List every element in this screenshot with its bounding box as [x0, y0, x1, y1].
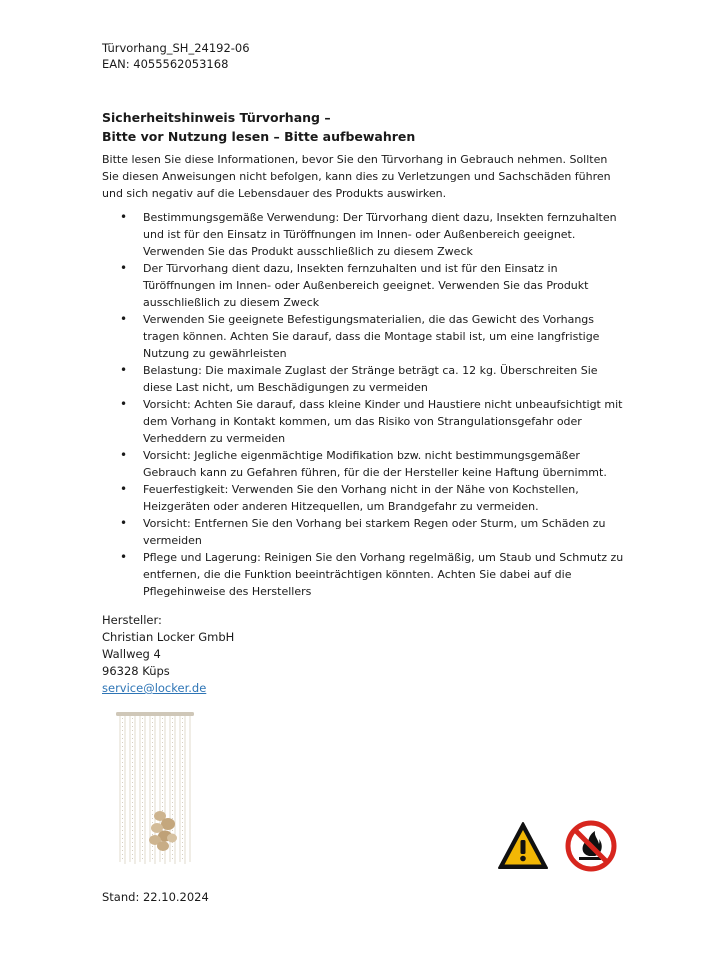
manufacturer-block: [102, 612, 234, 697]
list-item: [102, 396, 627, 447]
safety-bullet-list: [102, 209, 627, 600]
document-id: Türvorhang_SH_24192-06: [102, 41, 250, 55]
no-open-flame-icon: [565, 820, 617, 872]
manufacturer-company: Christian Locker GmbH: [102, 630, 235, 644]
general-warning-icon: [497, 820, 549, 872]
bullet-glyph: •: [120, 210, 128, 224]
manufacturer-city: 96328 Küps: [102, 664, 170, 678]
list-item: [102, 481, 627, 515]
document-title: [102, 108, 415, 146]
title-line-2: Bitte vor Nutzung lesen – Bitte aufbewahren: [102, 129, 416, 144]
list-item: [102, 209, 627, 260]
bullet-text: Vorsicht: Jegliche eigenmächtige Modifikation bzw. nicht bestimmungsgemäßer Gebrauch kann zu Gefahren führen, für die der Hersteller keine Haftung übernimmt.: [143, 449, 607, 479]
intro-paragraph: Bitte lesen Sie diese Informationen, bevor Sie den Türvorhang in Gebrauch nehmen. Sollten Sie diesen Anweisungen nicht befolgen, kann dies zu Verletzungen und Sachschäden führen und sich negativ auf die Lebensdauer des Produkts auswirken.: [102, 153, 611, 200]
title-line-1: Sicherheitshinweis Türvorhang –: [102, 110, 331, 125]
list-item: [102, 549, 627, 600]
list-item: [102, 311, 627, 362]
manufacturer-street: Wallweg 4: [102, 647, 161, 661]
bullet-glyph: •: [120, 516, 128, 530]
bullet-text: Pflege und Lagerung: Reinigen Sie den Vorhang regelmäßig, um Staub und Schmutz zu entfernen, die die Funktion beeinträchtigen könnten. Achten Sie dabei auf die Pflegehinweise des Herstellers: [143, 551, 624, 598]
bullet-glyph: •: [120, 448, 128, 462]
list-item: [102, 515, 627, 549]
bullet-glyph: •: [120, 550, 128, 564]
bullet-text: Verwenden Sie geeignete Befestigungsmaterialien, die das Gewicht des Vorhangs tragen können. Achten Sie darauf, dass die Montage stabil ist, um eine langfristige Nutzung zu gewährleisten: [143, 313, 600, 360]
bullet-text: Feuerfestigkeit: Verwenden Sie den Vorhang nicht in der Nähe von Kochstellen, Heizgeräten oder anderen Hitzequellen, um Brandgefahr zu vermeiden.: [143, 483, 579, 513]
bullet-text: Der Türvorhang dient dazu, Insekten fernzuhalten und ist für den Einsatz in Türöffnungen im Innen- oder Außenbereich geeignet. Verwenden Sie das Produkt ausschließlich zu diesem Zweck: [143, 262, 589, 309]
document-meta: [102, 40, 250, 72]
list-item: [102, 362, 627, 396]
bullet-glyph: •: [120, 397, 128, 411]
product-image: [116, 712, 194, 870]
bullet-glyph: •: [120, 363, 128, 377]
list-item: [102, 447, 627, 481]
bullet-text: Belastung: Die maximale Zuglast der Stränge beträgt ca. 12 kg. Überschreiten Sie diese Last nicht, um Beschädigungen zu vermeiden: [143, 364, 598, 394]
manufacturer-email-link[interactable]: service@locker.de: [102, 681, 207, 695]
manufacturer-label: Hersteller:: [102, 613, 162, 627]
bullet-text: Vorsicht: Entfernen Sie den Vorhang bei starkem Regen oder Sturm, um Schäden zu vermeiden: [143, 517, 606, 547]
bullet-text: Vorsicht: Achten Sie darauf, dass kleine Kinder und Haustiere nicht unbeaufsichtigt mit dem Vorhang in Kontakt kommen, um das Risiko von Strangulationsgefahr oder Verheddern zu vermeiden: [143, 398, 623, 445]
bullet-glyph: •: [120, 312, 128, 326]
curtain-rod: [116, 712, 194, 716]
bullet-text: Bestimmungsgemäße Verwendung: Der Türvorhang dient dazu, Insekten fernzuhalten und ist für den Einsatz in Türöffnungen im Innen- oder Außenbereich geeignet. Verwenden Sie das Produkt ausschließlich zu diesem Zweck: [143, 211, 617, 258]
bullet-glyph: •: [120, 482, 128, 496]
ean-number: EAN: 4055562053168: [102, 57, 229, 71]
bullet-glyph: •: [120, 261, 128, 275]
document-date: Stand: 22.10.2024: [102, 890, 209, 904]
list-item: [102, 260, 627, 311]
